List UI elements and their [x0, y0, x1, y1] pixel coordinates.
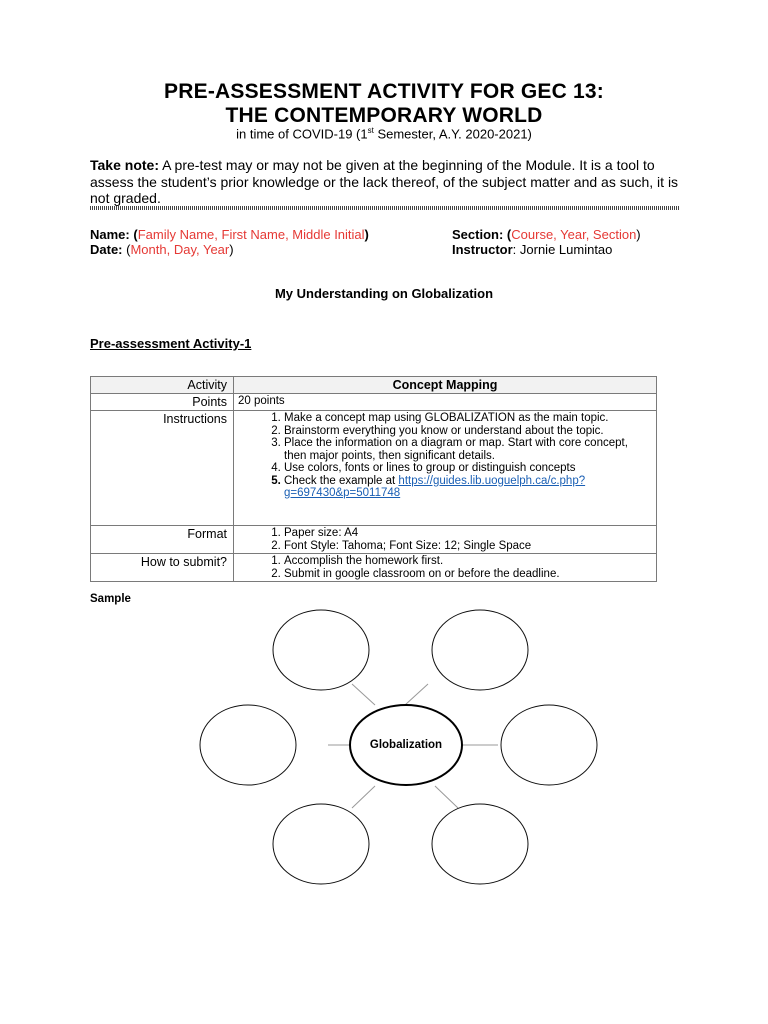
instruction-5-prefix: Check the example at — [284, 474, 399, 487]
name-label: Name: — [90, 227, 130, 242]
activity-value-cell: Concept Mapping — [234, 377, 657, 394]
connector-top-right — [405, 684, 428, 705]
instruction-item: 3. Place the information on a diagram or map. Start with core concept, then major points, then significant details. — [284, 437, 652, 462]
table-row-points — [91, 394, 657, 411]
instructions-label-cell: Instructions — [91, 411, 234, 526]
concept-node-top-right — [432, 610, 528, 690]
activity-table — [90, 376, 657, 582]
instructor-field — [452, 242, 612, 257]
central-node-label: Globalization — [369, 739, 443, 752]
instructions-value-cell — [234, 411, 657, 526]
section-field: Section: (Course, Year, Section) — [452, 227, 641, 242]
take-note-text: A pre-test may or may not be given at the beginning of the Module. It is a tool to assess the student’s prior knowledge or the lack thereof, of the subject matter and as such, it is not graded. — [90, 157, 679, 206]
instruction-item: 4. Use colors, fonts or lines to group or distinguish concepts — [284, 462, 652, 475]
take-note-paragraph — [90, 157, 690, 207]
format-list — [238, 527, 652, 552]
section-heading: My Understanding on Globalization — [274, 286, 494, 301]
date-label: Date: — [90, 242, 123, 257]
name-field: Name: (Family Name, First Name, Middle Initial) — [90, 227, 369, 242]
concept-node-bottom-left — [273, 804, 369, 884]
instruction-item: 1. Make a concept map using GLOBALIZATION as the main topic. — [284, 412, 652, 425]
format-item: 1. Paper size: A4 — [284, 527, 652, 540]
submit-list — [238, 555, 652, 580]
dotted-divider — [90, 206, 679, 210]
table-row-instructions — [91, 411, 657, 526]
concept-node-right — [501, 705, 597, 785]
instructions-list — [238, 412, 652, 500]
format-value-cell — [234, 526, 657, 554]
table-row-format — [91, 526, 657, 554]
subtitle-superscript: st — [367, 126, 374, 135]
name-placeholder: Family Name, First Name, Middle Initial — [137, 227, 365, 242]
concept-node-top-left — [273, 610, 369, 690]
connector-bottom-left — [352, 786, 375, 808]
document-title-line-1: PRE-ASSESSMENT ACTIVITY FOR GEC 13: — [164, 80, 604, 103]
connector-top-left — [352, 684, 375, 705]
activity-heading: Pre-assessment Activity-1 — [90, 336, 252, 351]
submit-value-cell — [234, 554, 657, 582]
date-field: Date: (Month, Day, Year) — [90, 242, 234, 257]
format-item: 2. Font Style: Tahoma; Font Size: 12; Single Space — [284, 540, 652, 553]
concept-node-bottom-right — [432, 804, 528, 884]
instruction-item: 2. Brainstorm everything you know or understand about the topic. — [284, 425, 652, 438]
format-label-cell: Format — [91, 526, 234, 554]
submit-item: 2. Submit in google classroom on or before the deadline. — [284, 568, 652, 581]
activity-label-cell: Activity — [91, 377, 234, 394]
instruction-item — [284, 475, 652, 500]
document-title-line-2: THE CONTEMPORARY WORLD — [225, 104, 543, 127]
section-placeholder: Course, Year, Section — [511, 227, 637, 242]
subtitle-suffix: Semester, A.Y. 2020-2021) — [373, 126, 532, 142]
table-row-activity — [91, 377, 657, 394]
table-row-submit — [91, 554, 657, 582]
document-subtitle — [0, 126, 768, 141]
concept-node-left — [200, 705, 296, 785]
submit-label-cell: How to submit? — [91, 554, 234, 582]
submit-item: 1. Accomplish the homework first. — [284, 555, 652, 568]
connector-bottom-right — [435, 786, 458, 808]
points-label-cell: Points — [91, 394, 234, 411]
section-label: Section: — [452, 227, 504, 242]
instructor-label: Instructor — [452, 242, 513, 257]
concept-map-diagram — [180, 600, 600, 900]
instructor-value: : Jornie Lumintao — [512, 242, 613, 257]
points-value-cell: 20 points — [234, 394, 657, 411]
example-link[interactable]: https://guides.lib.uoguelph.ca/c.php?g=697430&p=5011748 — [284, 474, 586, 499]
subtitle-prefix: in time of COVID-19 (1 — [236, 126, 368, 142]
take-note-label: Take note: — [90, 157, 159, 173]
sample-label: Sample — [90, 593, 131, 605]
date-placeholder: Month, Day, Year — [130, 242, 230, 257]
